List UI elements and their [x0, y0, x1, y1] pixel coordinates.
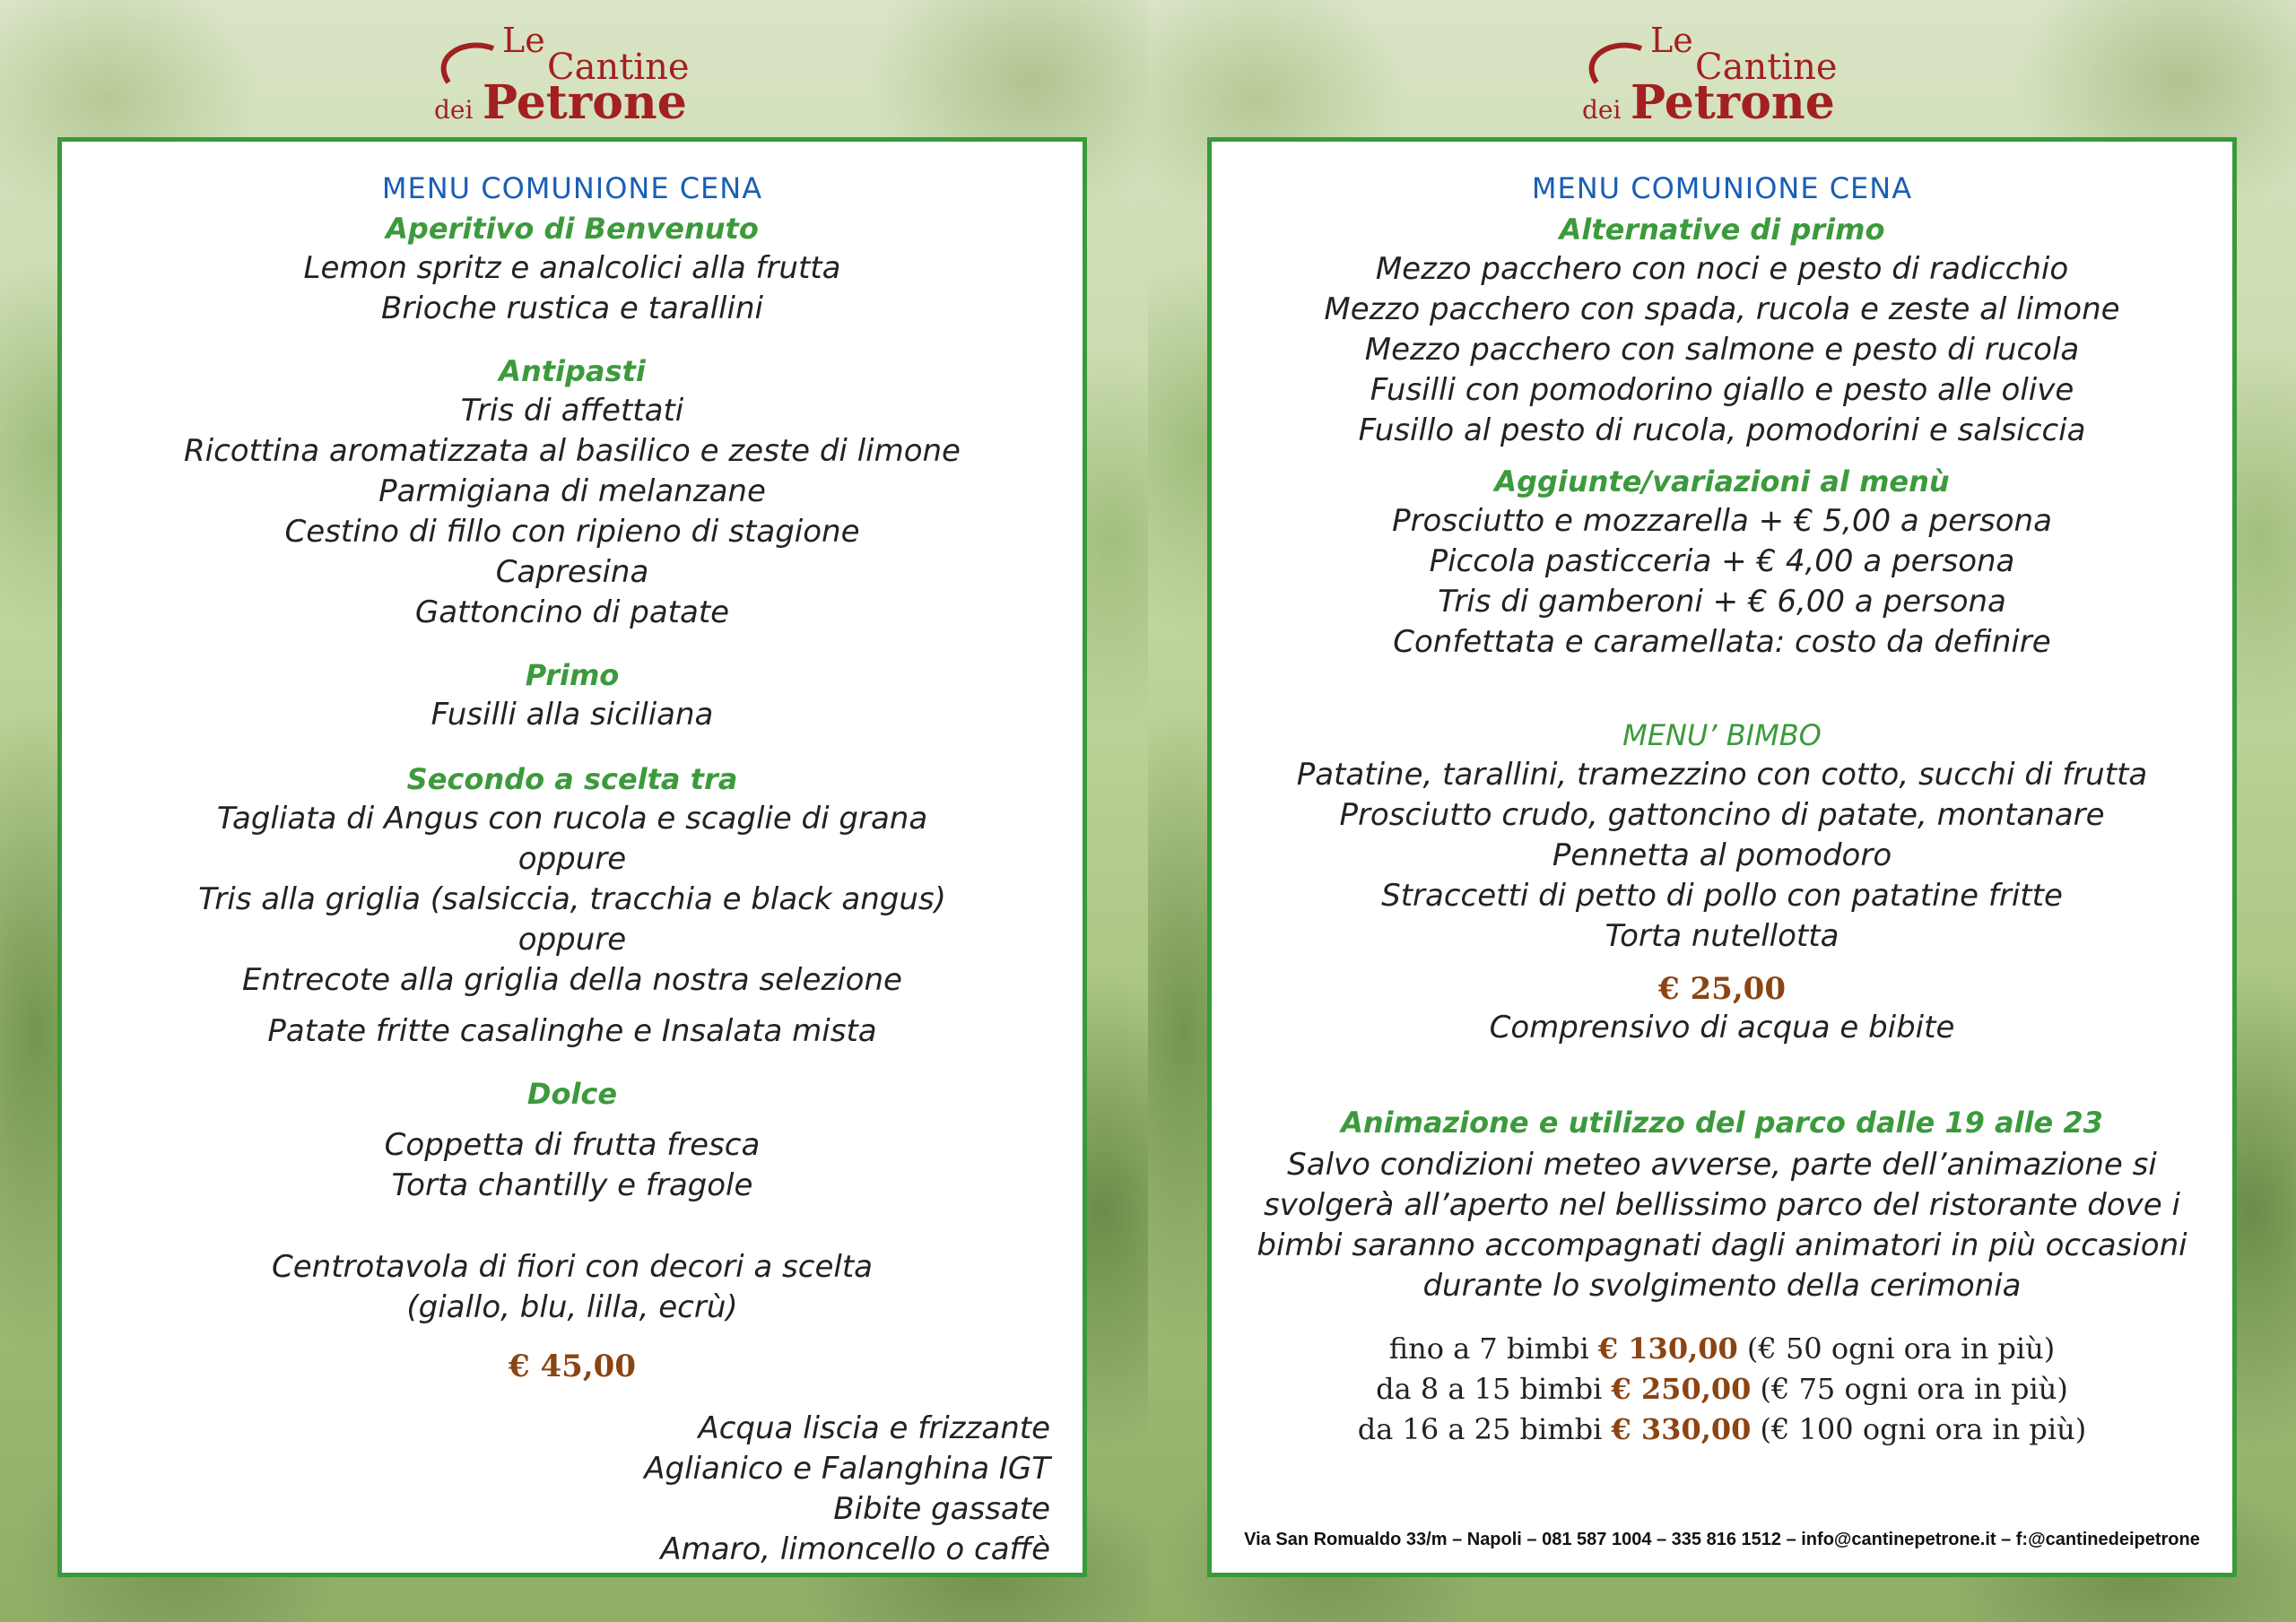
logo — [1578, 13, 1866, 129]
alternative-heading: Alternative di primo — [1559, 213, 1885, 247]
aggiunte-item: Prosciutto e mozzarella + € 5,00 a persona — [1392, 503, 2052, 539]
logo — [430, 13, 718, 129]
bimbo-item: Pennetta al pomodoro — [1552, 837, 1892, 873]
menu-panel-right — [1207, 137, 2237, 1577]
menu-price: € 45,00 — [509, 1349, 636, 1384]
bevande-item: Acqua liscia e frizzante — [698, 1410, 1050, 1446]
animazione-text: Salvo condizioni meteo avverse, parte dell’animazione si — [1287, 1147, 2157, 1183]
aggiunte-heading: Aggiunte/variazioni al menù — [1494, 464, 1950, 499]
bimbo-note: Comprensivo di acqua e bibite — [1489, 1010, 1955, 1045]
antipasti-heading: Antipasti — [499, 354, 646, 388]
aggiunte-item: Piccola pasticceria + € 4,00 a persona — [1429, 543, 2015, 579]
antipasti-item: Parmigiana di melanzane — [378, 473, 766, 509]
animazione-text: durante lo svolgimento della cerimonia — [1422, 1268, 2022, 1304]
alternative-item: Mezzo pacchero con spada, rucola e zeste al limone — [1324, 291, 2120, 327]
bimbo-item: Patatine, tarallini, tramezzino con cotto, succhi di frutta — [1296, 757, 2148, 793]
secondo-heading: Secondo a scelta tra — [406, 762, 738, 796]
antipasti-item: Tris di affettati — [460, 393, 684, 429]
secondo-item: Tris alla griglia (salsiccia, tracchia e black angus) — [198, 881, 946, 917]
menu-panel-left — [57, 137, 1087, 1577]
aggiunte-item: Confettata e caramellata: costo da definire — [1393, 624, 2051, 660]
alternative-item: Mezzo pacchero con salmone e pesto di rucola — [1364, 332, 2080, 368]
dolce-heading: Dolce — [526, 1077, 618, 1111]
centrotavola-text: Centrotavola di fiori con decori a scelta — [272, 1249, 873, 1285]
animazione-price: € 330,00 — [1611, 1412, 1752, 1446]
bevande-item: Aglianico e Falanghina IGT — [644, 1451, 1050, 1487]
bevande-item: Bibite gassate — [833, 1491, 1050, 1527]
logo-cantine: Cantine — [1695, 47, 1838, 88]
animazione-price: € 250,00 — [1611, 1372, 1752, 1406]
menu-title: MENU COMUNIONE CENA — [1531, 171, 1913, 205]
antipasti-item: Gattoncino di patate — [414, 594, 730, 630]
aperitivo-heading: Aperitivo di Benvenuto — [386, 212, 759, 246]
antipasti-item: Ricottina aromatizzata al basilico e zeste di limone — [184, 433, 961, 469]
aperitivo-item: Lemon spritz e analcolici alla frutta — [303, 250, 841, 286]
aggiunte-item: Tris di gamberoni + € 6,00 a persona — [1438, 584, 2006, 620]
antipasti-item: Capresina — [495, 554, 649, 590]
animazione-price-row: da 16 a 25 bimbi € 330,00 (€ 100 ogni ora in più) — [1357, 1412, 2087, 1446]
bimbo-item: Prosciutto crudo, gattoncino di patate, montanare — [1339, 797, 2105, 833]
bimbo-item: Straccetti di petto di pollo con patatine fritte — [1381, 878, 2063, 914]
contorno-item: Patate fritte casalinghe e Insalata mista — [267, 1013, 877, 1049]
bevande-item: Amaro, limoncello o caffè — [660, 1531, 1050, 1567]
animazione-text: bimbi saranno accompagnati dagli animatori in più occasioni — [1257, 1227, 2187, 1263]
logo-le: Le — [1650, 21, 1693, 60]
alternative-item: Mezzo pacchero con noci e pesto di radicchio — [1375, 251, 2069, 287]
primo-heading: Primo — [525, 658, 620, 692]
logo-petrone: Petrone — [1631, 75, 1835, 129]
secondo-item: Entrecote alla griglia della nostra selezione — [242, 962, 902, 998]
alternative-item: Fusillo al pesto di rucola, pomodorini e salsiccia — [1358, 412, 2086, 448]
dolce-item: Torta chantilly e fragole — [391, 1167, 753, 1203]
centrotavola-text: (giallo, blu, lilla, ecrù) — [406, 1289, 738, 1325]
aperitivo-item: Brioche rustica e tarallini — [381, 291, 763, 326]
secondo-item: oppure — [517, 922, 627, 958]
menu-page-right — [1148, 0, 2296, 1622]
contact-footer: Via San Romualdo 33/m – Napoli – 081 587 1004 – 335 816 1512 – info@cantinepetrone.it – f:@cantinedeipetrone — [1244, 1530, 2200, 1549]
secondo-item: Tagliata di Angus con rucola e scaglie di grana — [216, 801, 928, 837]
dolce-item: Coppetta di frutta fresca — [384, 1127, 761, 1163]
secondo-item: oppure — [517, 841, 627, 877]
logo-le: Le — [502, 21, 545, 60]
logo-dei: dei — [434, 95, 474, 125]
logo-dei: dei — [1582, 95, 1622, 125]
menu-title: MENU COMUNIONE CENA — [381, 171, 763, 205]
animazione-price: € 130,00 — [1597, 1331, 1738, 1366]
logo-petrone: Petrone — [483, 75, 687, 129]
logo-cantine: Cantine — [547, 47, 690, 88]
bimbo-item: Torta nutellotta — [1605, 918, 1839, 954]
animazione-price-row: da 8 a 15 bimbi € 250,00 (€ 75 ogni ora in più) — [1376, 1372, 2068, 1406]
bimbo-heading: MENU’ BIMBO — [1622, 718, 1822, 752]
animazione-price-row: fino a 7 bimbi € 130,00 (€ 50 ogni ora in più) — [1388, 1331, 2056, 1366]
animazione-text: svolgerà all’aperto nel bellissimo parco del ristorante dove i — [1264, 1187, 2180, 1223]
alternative-item: Fusilli con pomodorino giallo e pesto alle olive — [1370, 372, 2074, 408]
primo-item: Fusilli alla siciliana — [430, 697, 714, 733]
bimbo-price: € 25,00 — [1658, 971, 1786, 1007]
animazione-heading: Animazione e utilizzo del parco dalle 19 alle 23 — [1341, 1106, 2103, 1140]
antipasti-item: Cestino di fillo con ripieno di stagione — [284, 514, 860, 550]
